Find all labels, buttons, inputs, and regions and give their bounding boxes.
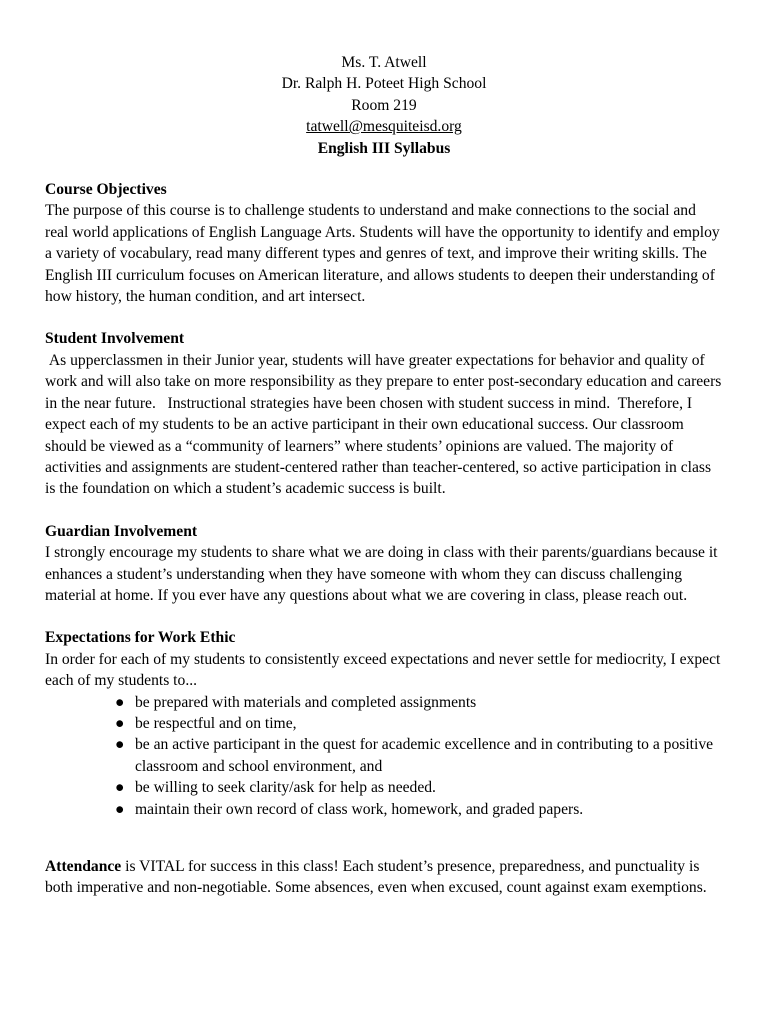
- bullet-icon: ●: [115, 714, 125, 732]
- student-involvement-section: [45, 328, 726, 499]
- room-number: Room 219: [351, 96, 417, 114]
- guardian-involvement-section: [45, 521, 723, 607]
- work-ethic-section: [45, 627, 723, 820]
- guardian-involvement-body: I strongly encourage my students to share what we are doing in class with their parents/guardians because it enhances a student’s understanding when they have someone with whom they can discuss challenging material at home. If you ever have any questions about what we are covering in class, please reach out.: [45, 544, 718, 604]
- work-ethic-heading: Expectations for Work Ethic: [45, 629, 236, 647]
- school-name: Dr. Ralph H. Poteet High School: [281, 75, 487, 93]
- attendance-paragraph: [45, 856, 723, 899]
- course-objectives-section: [45, 179, 723, 307]
- student-involvement-body: As upperclassmen in their Junior year, students will have greater expectations for behavior and quality of work and will also take on more responsibility as they prepare to enter post-secondary education and careers in the near future. Instructional strategies have been chosen with student success in mind. Therefore, I expect each of my students to be an active participant in their own educational success. Our classroom should be viewed as a “community of learners” where students’ opinions are valued. The majority of activities and assignments are student-centered rather than teacher-centered, so active participation in class is the foundation on which a student’s academic success is built.: [45, 351, 726, 498]
- list-item: [115, 777, 723, 798]
- document-title: English III Syllabus: [317, 139, 451, 157]
- bullet-icon: ●: [115, 693, 125, 711]
- guardian-involvement-heading: Guardian Involvement: [45, 522, 198, 540]
- work-ethic-list: [45, 692, 723, 820]
- document-header: [45, 52, 723, 159]
- course-objectives-body: The purpose of this course is to challenge students to understand and make connections to the social and real world applications of English Language Arts. Students will have the opportunity to identify and employ a variety of vocabulary, read many different types and genres of text, and improve their writing skills. The English III curriculum focuses on American literature, and allows students to deepen their understanding of how history, the human condition, and art intersect.: [45, 202, 720, 306]
- course-objectives-heading: Course Objectives: [45, 181, 167, 199]
- attendance-section: [45, 856, 723, 899]
- bullet-icon: ●: [115, 779, 125, 797]
- list-item: [115, 734, 723, 777]
- list-item-text: be respectful and on time,: [135, 714, 297, 732]
- attendance-body: is VITAL for success in this class! Each student’s presence, preparedness, and punctuality is both imperative and non-negotiable. Some absences, even when excused, count against exam exemptions.: [45, 858, 707, 897]
- list-item: [115, 692, 723, 713]
- teacher-name: Ms. T. Atwell: [341, 54, 427, 71]
- list-item-text: be an active participant in the quest for academic excellence and in contributing to a positive classroom and school environment, and: [135, 736, 714, 775]
- list-item: [115, 799, 723, 820]
- student-involvement-heading: Student Involvement: [45, 330, 185, 348]
- attendance-lead: Attendance: [45, 858, 122, 875]
- work-ethic-intro: In order for each of my students to consistently exceed expectations and never settle for mediocrity, I expect each of my students to...: [45, 650, 721, 690]
- bullet-icon: ●: [115, 736, 125, 754]
- list-item: [115, 713, 723, 734]
- list-item-text: maintain their own record of class work, homework, and graded papers.: [135, 800, 584, 818]
- list-item-text: be willing to seek clarity/ask for help as needed.: [135, 779, 436, 797]
- bullet-icon: ●: [115, 800, 125, 818]
- list-item-text: be prepared with materials and completed assignments: [135, 693, 477, 711]
- email-link[interactable]: tatwell@mesquiteisd.org: [306, 118, 462, 136]
